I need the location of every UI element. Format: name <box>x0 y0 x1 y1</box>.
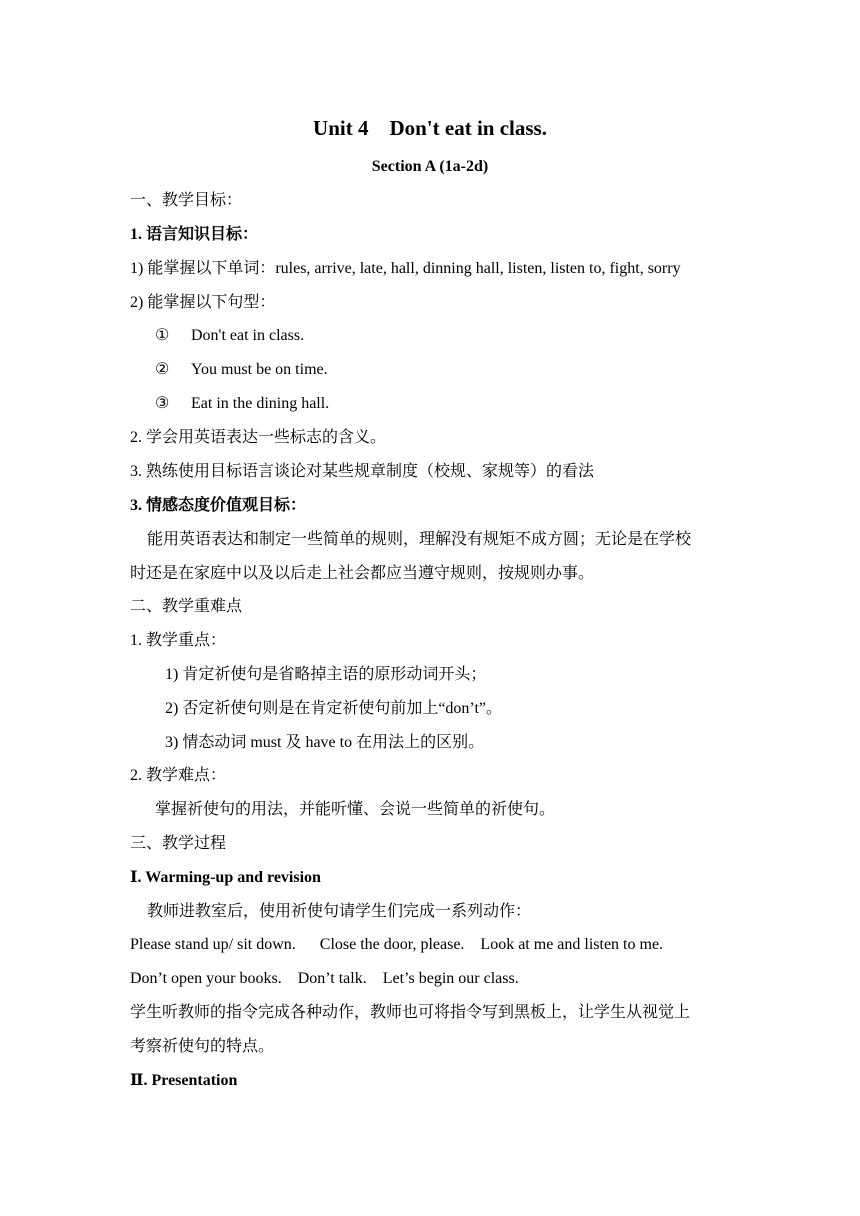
sentence-item <box>155 394 329 414</box>
step-warming-up: Ⅰ. Warming-up and revision <box>130 869 321 886</box>
paragraph-line: 能用英语表达和制定一些简单的规则，理解没有规矩不成方圆；无论是在学校 <box>147 531 692 548</box>
vocabulary-line: 1) 能掌握以下单词：rules, arrive, late, hall, dinning hall, listen, listen to, fight, sorry <box>130 260 681 277</box>
heading-emotional-values: 3. 情感态度价值观目标： <box>130 497 307 514</box>
heading-language-knowledge: 1. 语言知识目标： <box>130 226 259 243</box>
paragraph-line: 教师进教室后，使用祈使句请学生们完成一系列动作： <box>147 903 532 920</box>
circled-number: ① <box>155 327 170 344</box>
step-presentation: Ⅱ. Presentation <box>130 1072 238 1089</box>
section-heading-process: 三、教学过程 <box>130 835 227 852</box>
command-examples-line: Please stand up/ sit down. Close the door, please. Look at me and listen to me. <box>130 936 664 953</box>
objective-rules-discussion: 3. 熟练使用目标语言谈论对某些规章制度（校规、家规等）的看法 <box>130 463 595 480</box>
sentence-text: Eat in the dining hall. <box>191 395 330 412</box>
heading-key-points: 1. 教学重点： <box>130 632 227 649</box>
paragraph-line: 学生听教师的指令完成各种动作，教师也可将指令写到黑板上，让学生从视觉上 <box>130 1004 691 1021</box>
command-examples-line: Don’t open your books. Don’t talk. Let’s begin our class. <box>130 970 519 987</box>
sentence-item <box>155 326 304 346</box>
sentence-text: You must be on time. <box>191 361 328 378</box>
circled-number: ② <box>155 361 170 378</box>
section-heading-key-points: 二、教学重难点 <box>130 598 243 615</box>
paragraph-line: 时还是在家庭中以及以后走上社会都应当遵守规则，按规则办事。 <box>130 565 595 582</box>
sentence-patterns-line: 2) 能掌握以下句型： <box>130 294 276 311</box>
circled-number: ③ <box>155 395 170 412</box>
objective-signs: 2. 学会用英语表达一些标志的含义。 <box>130 429 387 446</box>
key-point-item: 1) 肯定祈使句是省略掉主语的原形动词开头； <box>165 666 487 683</box>
key-point-item: 3) 情态动词 must 及 have to 在用法上的区别。 <box>165 734 485 751</box>
difficulty-item: 掌握祈使句的用法，并能听懂、会说一些简单的祈使句。 <box>155 801 556 818</box>
page-title: Unit 4 Don't eat in class. <box>313 116 547 140</box>
heading-difficulties: 2. 教学难点： <box>130 767 227 784</box>
section-heading-objectives: 一、教学目标： <box>130 192 243 209</box>
sentence-text: Don't eat in class. <box>191 327 305 344</box>
page-subtitle: Section A (1a-2d) <box>371 158 489 175</box>
sentence-item <box>155 360 328 380</box>
paragraph-line: 考察祈使句的特点。 <box>130 1038 275 1055</box>
key-point-item: 2) 否定祈使句则是在肯定祈使句前加上“don’t”。 <box>165 700 503 717</box>
